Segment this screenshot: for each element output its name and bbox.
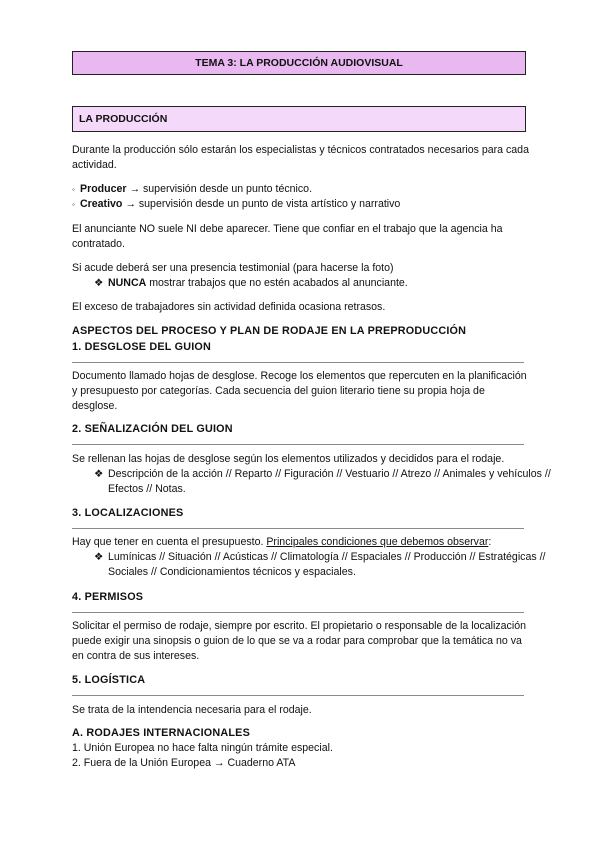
rodajes-item: 1. Unión Europea no hace falta ningún trámite especial. <box>72 742 333 754</box>
logistica-text: Se trata de la intendencia necesaria para el rodaje. <box>72 704 312 716</box>
section-heading-text: LA PRODUCCIÓN <box>79 112 168 125</box>
divider <box>72 444 524 445</box>
logistica-heading: 5. LOGÍSTICA <box>72 674 146 686</box>
roles-list <box>72 182 532 212</box>
nunca-rest: mostrar trabajos que no estén acabados al anunciante. <box>146 277 408 289</box>
anunciante-paragraph: El anunciante NO suele NI debe aparecer. Tiene que confiar en el trabajo que la agencia ha contratado. <box>72 223 503 250</box>
localizaciones-text-underlined: Principales condiciones que debemos observar <box>266 536 489 548</box>
circle-bullet-icon: ◦ <box>72 185 75 194</box>
localizaciones-heading: 3. LOCALIZACIONES <box>72 507 184 519</box>
section-heading-produccion <box>72 106 526 132</box>
exceso-paragraph: El exceso de trabajadores sin actividad definida ocasiona retrasos. <box>72 301 386 313</box>
localizaciones-item <box>86 550 554 580</box>
desglose-heading: 1. DESGLOSE DEL GUION <box>72 341 211 353</box>
nunca-strong: NUNCA <box>108 277 147 289</box>
produccion-intro: Durante la producción sólo estarán los especialistas y técnicos contratados necesarios para cada actividad. <box>72 144 529 171</box>
senalizacion-item <box>86 467 554 497</box>
senalizacion-heading: 2. SEÑALIZACIÓN DEL GUION <box>72 423 233 435</box>
localizaciones-text <box>72 535 532 550</box>
senalizacion-text: Se rellenan las hojas de desglose según los elementos utilizados y decididos para el rodaje. <box>72 453 505 465</box>
permisos-heading: 4. PERMISOS <box>72 591 144 603</box>
diamond-bullet-icon: ❖ <box>94 468 104 480</box>
role-item-producer <box>72 182 532 197</box>
localizaciones-text-plain: Hay que tener en cuenta el presupuesto. <box>72 536 267 548</box>
divider <box>72 528 524 529</box>
nunca-item <box>86 276 568 291</box>
role-desc: → supervisión desde un punto técnico. <box>126 183 313 195</box>
role-name: Producer <box>80 183 127 195</box>
divider <box>72 362 524 363</box>
acude-paragraph: Si acude deberá ser una presencia testimonial (para hacerse la foto) <box>72 262 394 274</box>
page-title-text: TEMA 3: LA PRODUCCIÓN AUDIOVISUAL <box>195 56 403 69</box>
aspectos-heading: ASPECTOS DEL PROCESO Y PLAN DE RODAJE EN LA PREPRODUCCIÓN <box>72 325 467 337</box>
rodajes-item: 2. Fuera de la Unión Europea → Cuaderno ATA <box>72 757 296 769</box>
senalizacion-item-text: Descripción de la acción // Reparto // Figuración // Vestuario // Atrezo // Animales y vehículos // Efectos // Notas. <box>108 468 551 495</box>
role-name: Creativo <box>80 198 123 210</box>
diamond-bullet-icon: ❖ <box>94 551 104 563</box>
rodajes-heading: A. RODAJES INTERNACIONALES <box>72 727 250 739</box>
localizaciones-text-end: : <box>488 536 492 548</box>
divider <box>72 695 524 696</box>
divider <box>72 612 524 613</box>
permisos-text: Solicitar el permiso de rodaje, siempre por escrito. El propietario o responsable de la localización puede exigir una sinopsis o guion de lo que se va a rodar para comprobar que la temática no va en contra de sus intereses. <box>72 620 526 662</box>
desglose-text: Documento llamado hojas de desglose. Recoge los elementos que repercuten en la planificación y presupuesto por categorías. Cada secuencia del guion literario tiene su propia hoja de desglose. <box>72 370 527 412</box>
role-item-creativo <box>72 197 532 212</box>
page-title <box>72 51 526 75</box>
localizaciones-item-text: Lumínicas // Situación // Acústicas // Climatología // Espaciales // Producción // Estratégicas // Sociales // Condicionamientos técnicos y espaciales. <box>108 551 546 578</box>
diamond-bullet-icon: ❖ <box>94 277 104 289</box>
circle-bullet-icon: ◦ <box>72 200 75 209</box>
role-desc: → supervisión desde un punto de vista artístico y narrativo <box>122 198 401 210</box>
